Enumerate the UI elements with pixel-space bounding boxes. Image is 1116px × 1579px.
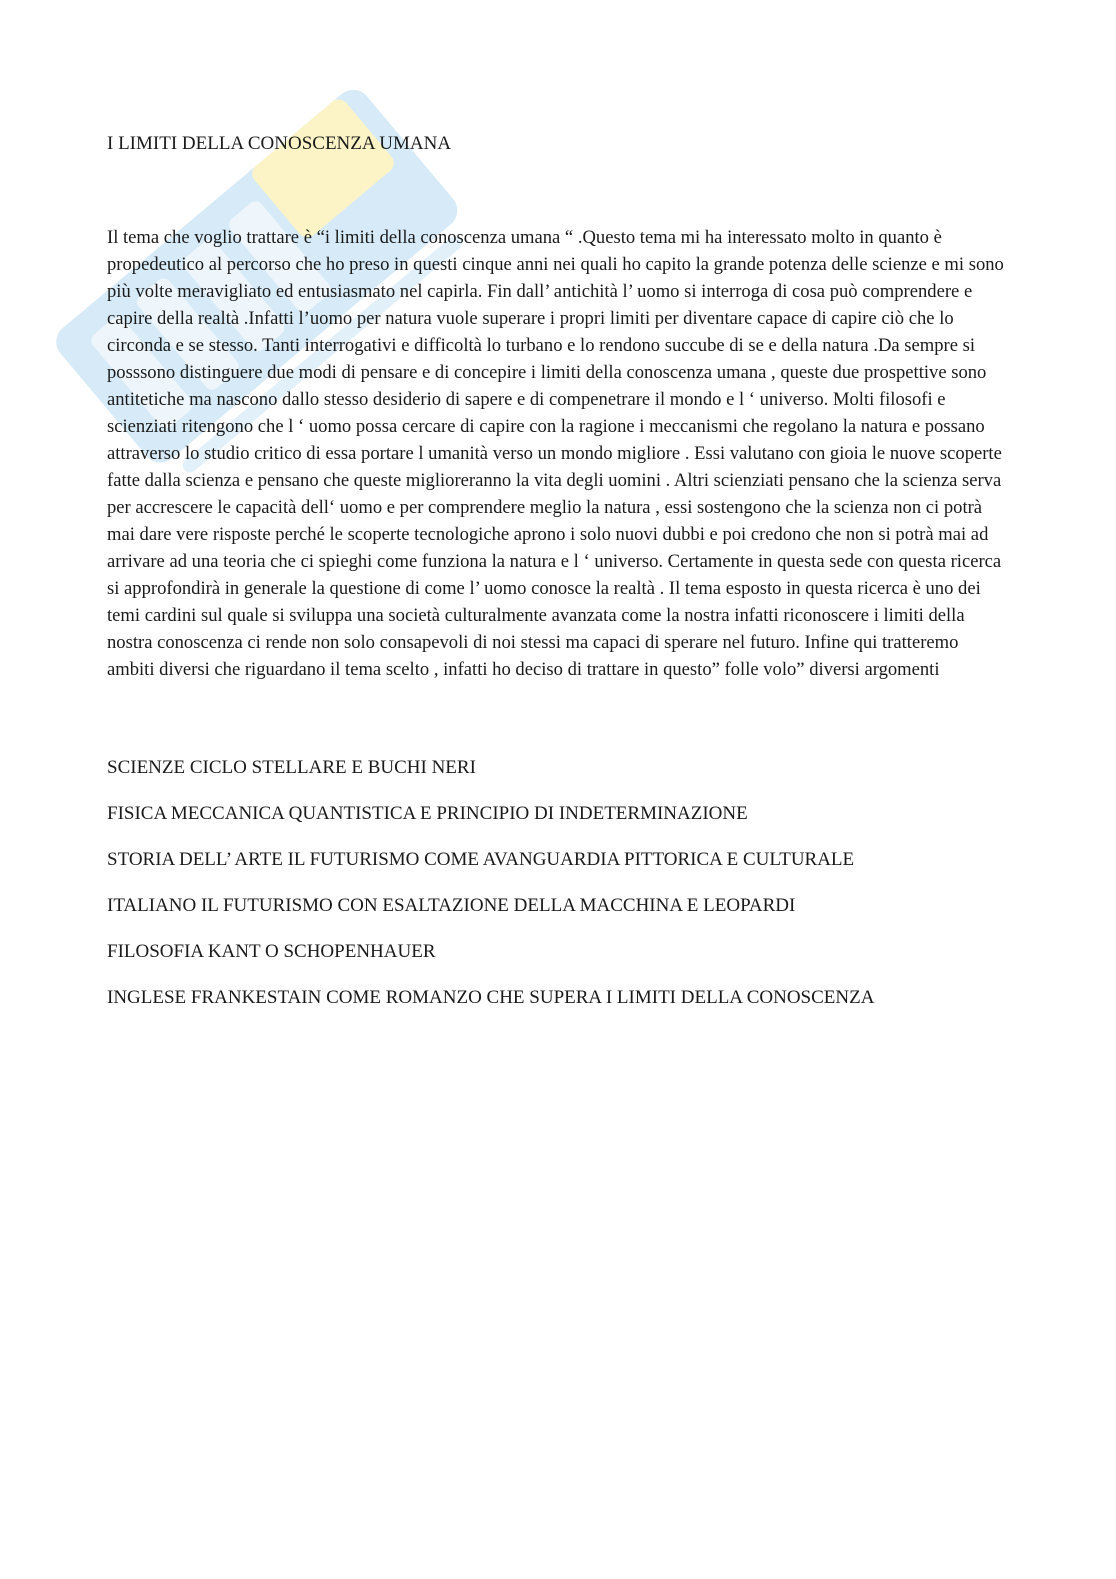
topic-item: INGLESE FRANKESTAIN COME ROMANZO CHE SUPERA I LIMITI DELLA CONOSCENZA bbox=[107, 987, 875, 1008]
topic-item: ITALIANO IL FUTURISMO CON ESALTAZIONE DELLA MACCHINA E LEOPARDI bbox=[107, 895, 796, 916]
topic-item: SCIENZE CICLO STELLARE E BUCHI NERI bbox=[107, 757, 476, 778]
body-paragraph: Il tema che voglio trattare è “i limiti della conoscenza umana “ .Questo tema mi ha interessato molto in quanto è propedeutico al percorso che ho preso in questi cinque anni nei quali ho capito la grande potenza delle scienze e mi sono più volte meravigliato ed entusiasmato nel capirla. Fin dall’ antichità l’ uomo si interroga di cosa può comprendere e capire della realtà .Infatti l’uomo per natura vuole superare i propri limiti per diventare capace di capire ciò che lo circonda e se stesso. Tanti interrogativi e difficoltà lo turbano e lo rendono succube di se e della natura .Da sempre si posssono distinguere due modi di pensare e di concepire i limiti della conoscenza umana , queste due prospettive sono antitetiche ma nascono dallo stesso desiderio di sapere e di compenetrare il mondo e l ‘ universo. Molti filosofi e scienziati ritengono che l ‘ uomo possa cercare di capire con la ragione i meccanismi che regolano la natura e possano attraverso lo studio critico di essa portare l umanità verso un mondo migliore . Essi valutano con gioia le nuove scoperte fatte dalla scienza e pensano che queste miglioreranno la vita degli uomini . Altri scienziati pensano che la scienza serva per accrescere le capacità dell‘ uomo e per comprendere meglio la natura , essi sostengono che la scienza non ci potrà mai dare vere risposte perché le scoperte tecnologiche aprono i solo nuovi dubbi e poi credono che non si potrà mai ad arrivare ad una teoria che ci spieghi come funziona la natura e l ‘ universo. Certamente in questa sede con questa ricerca si approfondirà in generale la questione di come l’ uomo conosce la realtà . Il tema esposto in questa ricerca è uno dei temi cardini sul quale si sviluppa una società culturalmente avanzata come la nostra infatti riconoscere i limiti della nostra conoscenza ci rende non solo consapevoli di noi stessi ma capaci di sperare nel futuro. Infine qui tratteremo ambiti diversi che riguardano il tema scelto , infatti ho deciso di trattare in questo” folle volo” diversi argomenti bbox=[107, 227, 1004, 680]
topic-item: STORIA DELL’ ARTE IL FUTURISMO COME AVANGUARDIA PITTORICA E CULTURALE bbox=[107, 849, 855, 870]
document-title: I LIMITI DELLA CONOSCENZA UMANA bbox=[107, 133, 452, 154]
topic-item: FILOSOFIA KANT O SCHOPENHAUER bbox=[107, 941, 436, 962]
topic-item: FISICA MECCANICA QUANTISTICA E PRINCIPIO DI INDETERMINAZIONE bbox=[107, 803, 748, 824]
topic-list bbox=[107, 755, 1007, 1031]
